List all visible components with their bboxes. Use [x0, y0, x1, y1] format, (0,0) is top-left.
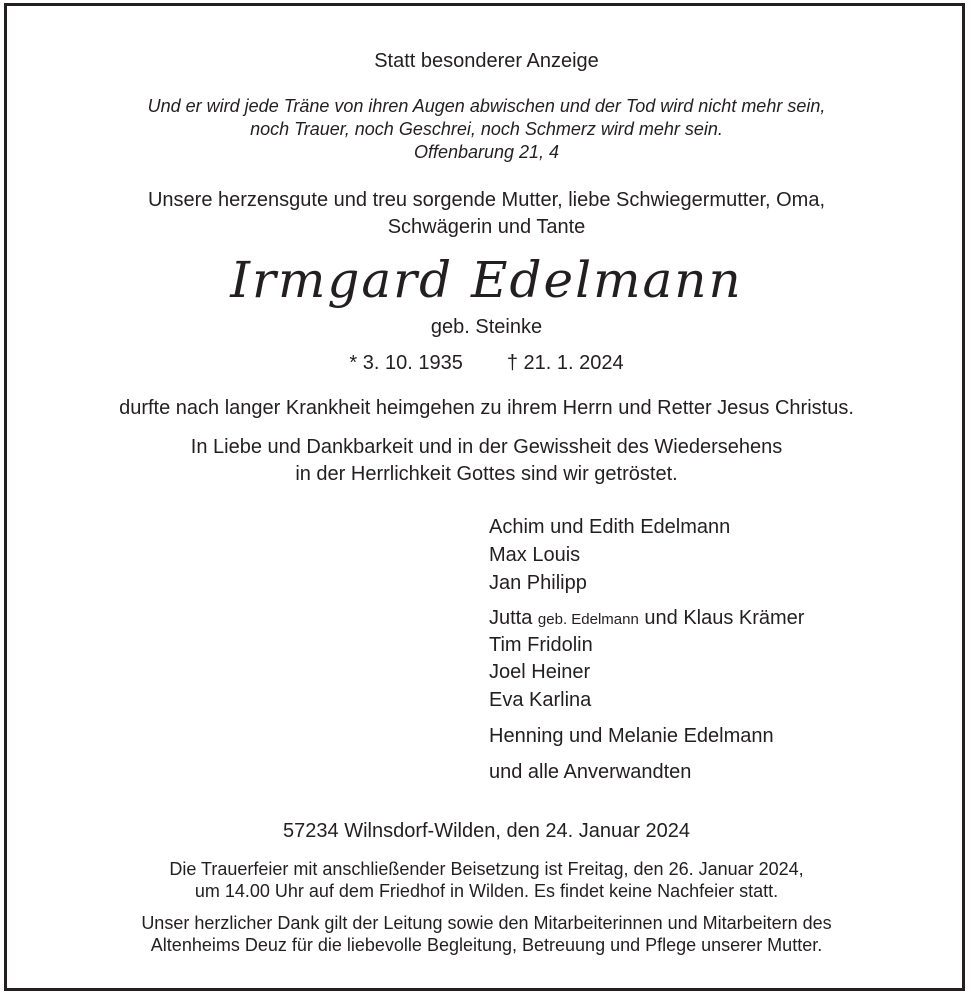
funeral-line-2: um 14.00 Uhr auf dem Friedhof in Wilden. Es findet keine Nachfeier statt.: [194, 881, 779, 901]
life-dates: [0, 353, 973, 373]
family-member: Henning und Melanie Edelmann: [489, 725, 774, 747]
maiden-name: geb. Steinke: [430, 316, 543, 338]
statement-line-1: durfte nach langer Krankheit heimgehen zu ihrem Herrn und Retter Jesus Christus.: [119, 397, 854, 419]
verse-line-1: Und er wird jede Träne von ihren Augen abwischen und der Tod wird nicht mehr sein,: [147, 96, 826, 116]
deceased-name: Irmgard Edelmann: [230, 251, 743, 309]
town: Wilnsdorf-Wilden,: [344, 820, 501, 842]
thanks-line-1: Unser herzlicher Dank gilt der Leitung sowie den Mitarbeiterinnen und Mitarbeitern des: [141, 913, 832, 933]
intro-line-1: Unsere herzensgute und treu sorgende Mutter, liebe Schwiegermutter, Oma,: [147, 189, 826, 211]
family-member: Jan Philipp: [489, 572, 587, 594]
notice-date: den 24. Januar 2024: [506, 820, 690, 842]
thanks-line-2: Altenheims Deuz für die liebevolle Begleitung, Betreuung und Pflege unserer Mutter.: [150, 935, 823, 955]
family-member: Tim Fridolin: [489, 634, 593, 656]
death-date: † 21. 1. 2024: [506, 352, 624, 374]
family-member-maiden: geb. Edelmann: [537, 611, 639, 628]
family-member: Achim und Edith Edelmann: [489, 516, 731, 538]
family-member: Joel Heiner: [489, 661, 591, 683]
statement-line-3: in der Herrlichkeit Gottes sind wir getröstet.: [295, 463, 678, 485]
family-member: Max Louis: [489, 544, 581, 566]
family-member: Eva Karlina: [489, 689, 592, 711]
intro-line-2: Schwägerin und Tante: [387, 216, 586, 238]
verse-line-2: noch Trauer, noch Geschrei, noch Schmerz wird mehr sein.: [250, 119, 723, 139]
family-member-jutta: [489, 608, 804, 628]
funeral-line-1: Die Trauerfeier mit anschließender Beisetzung ist Freitag, den 26. Januar 2024,: [169, 859, 804, 879]
family-member-first: Jutta: [489, 607, 533, 629]
family-member-rest: und Klaus Krämer: [644, 607, 805, 629]
postcode: 57234: [283, 820, 339, 842]
family-member: und alle Anverwandten: [489, 761, 692, 783]
statement-line-2: In Liebe und Dankbarkeit und in der Gewissheit des Wiedersehens: [190, 436, 783, 458]
place-and-date: [0, 821, 973, 841]
notice-heading: Statt besonderer Anzeige: [374, 50, 599, 72]
birth-date: * 3. 10. 1935: [349, 352, 463, 374]
verse-reference: Offenbarung 21, 4: [413, 142, 560, 162]
